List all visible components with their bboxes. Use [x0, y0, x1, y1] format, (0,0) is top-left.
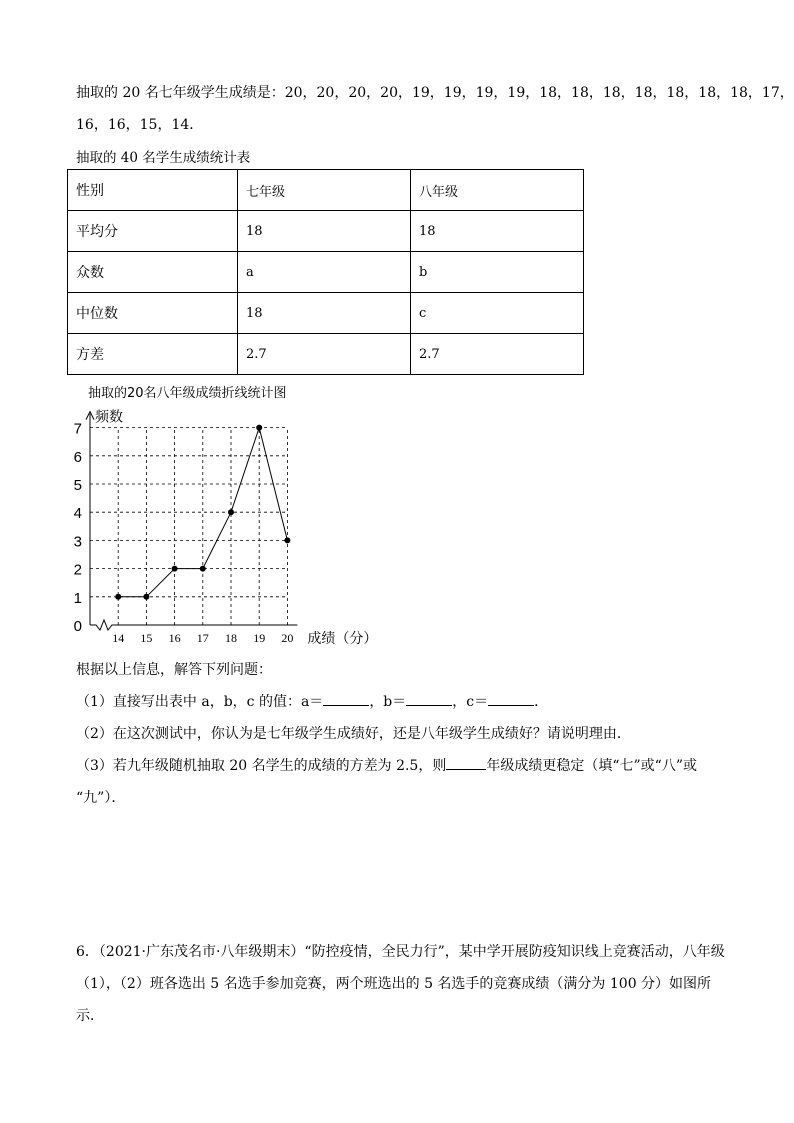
question-3 — [76, 755, 697, 775]
intro-scores-line-2: 16，16，15，14． — [76, 117, 204, 133]
questions-intro: 根据以上信息，解答下列问题： — [76, 662, 272, 678]
question-1-end: ． — [534, 694, 549, 710]
table-cell: a — [238, 252, 411, 293]
table-cell: 八年级 — [411, 170, 584, 211]
x-tick-label: 16 — [168, 631, 181, 645]
y-tick-label: 3 — [73, 533, 82, 551]
y-tick-label: 4 — [73, 505, 82, 523]
problem-6-line-1: 6．（2021·广东茂名市·八年级期末）“防控疫情，全民力行”，某中学开展防疫知识线上竞赛活动，八年级 — [76, 944, 725, 960]
y-tick-label: 1 — [73, 589, 82, 607]
data-point — [200, 566, 206, 572]
x-tick-label: 18 — [225, 631, 237, 645]
data-point — [115, 594, 121, 600]
question-1-b: ，b＝ — [369, 694, 407, 710]
x-axis-label: 成绩（分） — [307, 631, 378, 647]
y-axis-label: 频数 — [95, 409, 123, 426]
table-cell: 18 — [411, 211, 584, 252]
table-row — [68, 170, 584, 211]
chart-title: 抽取的20名八年级成绩折线统计图 — [88, 386, 287, 401]
answer-blank-grade — [446, 755, 486, 770]
table-cell: 18 — [238, 293, 411, 334]
x-tick-label: 17 — [196, 631, 209, 645]
x-tick-label: 20 — [281, 631, 294, 645]
table-cell: b — [411, 252, 584, 293]
data-point — [172, 566, 178, 572]
table-caption: 抽取的 40 名学生成绩统计表 — [76, 150, 251, 166]
table-cell: c — [411, 293, 584, 334]
question-3-line-2: “九”）． — [76, 790, 126, 806]
x-tick-label: 14 — [112, 631, 125, 645]
table-cell: 18 — [238, 211, 411, 252]
table-cell: 七年级 — [238, 170, 411, 211]
problem-6-line-2: （1），（2）班各选出 5 名选手参加竞赛，两个班选出的 5 名选手的竞赛成绩（满分为 100 分）如图所 — [76, 976, 712, 992]
data-point — [228, 509, 234, 515]
table-cell: 平均分 — [68, 211, 238, 252]
question-1-prefix: （1）直接写出表中 a，b，c 的值：a＝ — [76, 694, 324, 710]
table-row — [68, 334, 584, 375]
table-cell: 中位数 — [68, 293, 238, 334]
y-tick-label: 6 — [73, 448, 82, 466]
problem-6-line-3: 示． — [76, 1008, 104, 1024]
table-cell: 方差 — [68, 334, 238, 375]
x-axis — [90, 620, 297, 630]
question-1 — [76, 691, 548, 711]
y-tick-label: 5 — [73, 477, 82, 494]
y-tick-label: 2 — [73, 561, 82, 579]
line-chart — [60, 400, 420, 655]
intro-scores-line-1: 抽取的 20 名七年级学生成绩是：20，20，20，20，19，19，19，19，18，18，18，18，18，18，18，17， — [76, 85, 794, 101]
x-tick-label: 19 — [253, 631, 266, 645]
table-cell: 性别 — [68, 170, 238, 211]
answer-blank-b — [406, 691, 452, 706]
table-row — [68, 293, 584, 334]
x-tick-label: 15 — [140, 631, 153, 645]
y-tick-label: 0 — [73, 618, 82, 635]
question-3-suffix: 年级成绩更稳定（填“七”或“八”或 — [486, 758, 697, 774]
stats-table — [67, 169, 584, 375]
table-row — [68, 252, 584, 293]
question-1-c: ，c＝ — [452, 694, 489, 710]
table-cell: 2.7 — [238, 334, 411, 375]
question-3-prefix: （3）若九年级随机抽取 20 名学生的成绩的方差为 2.5，则 — [76, 758, 447, 774]
table-cell: 2.7 — [411, 334, 584, 375]
answer-blank-c — [488, 691, 534, 706]
table-cell: 众数 — [68, 252, 238, 293]
y-tick-label: 7 — [73, 420, 82, 438]
data-point — [143, 594, 149, 600]
answer-blank-a — [323, 691, 369, 706]
data-point — [284, 537, 290, 543]
question-2: （2）在这次测试中，你认为是七年级学生成绩好，还是八年级学生成绩好？请说明理由． — [76, 726, 631, 742]
data-point — [256, 425, 262, 431]
table-row — [68, 211, 584, 252]
